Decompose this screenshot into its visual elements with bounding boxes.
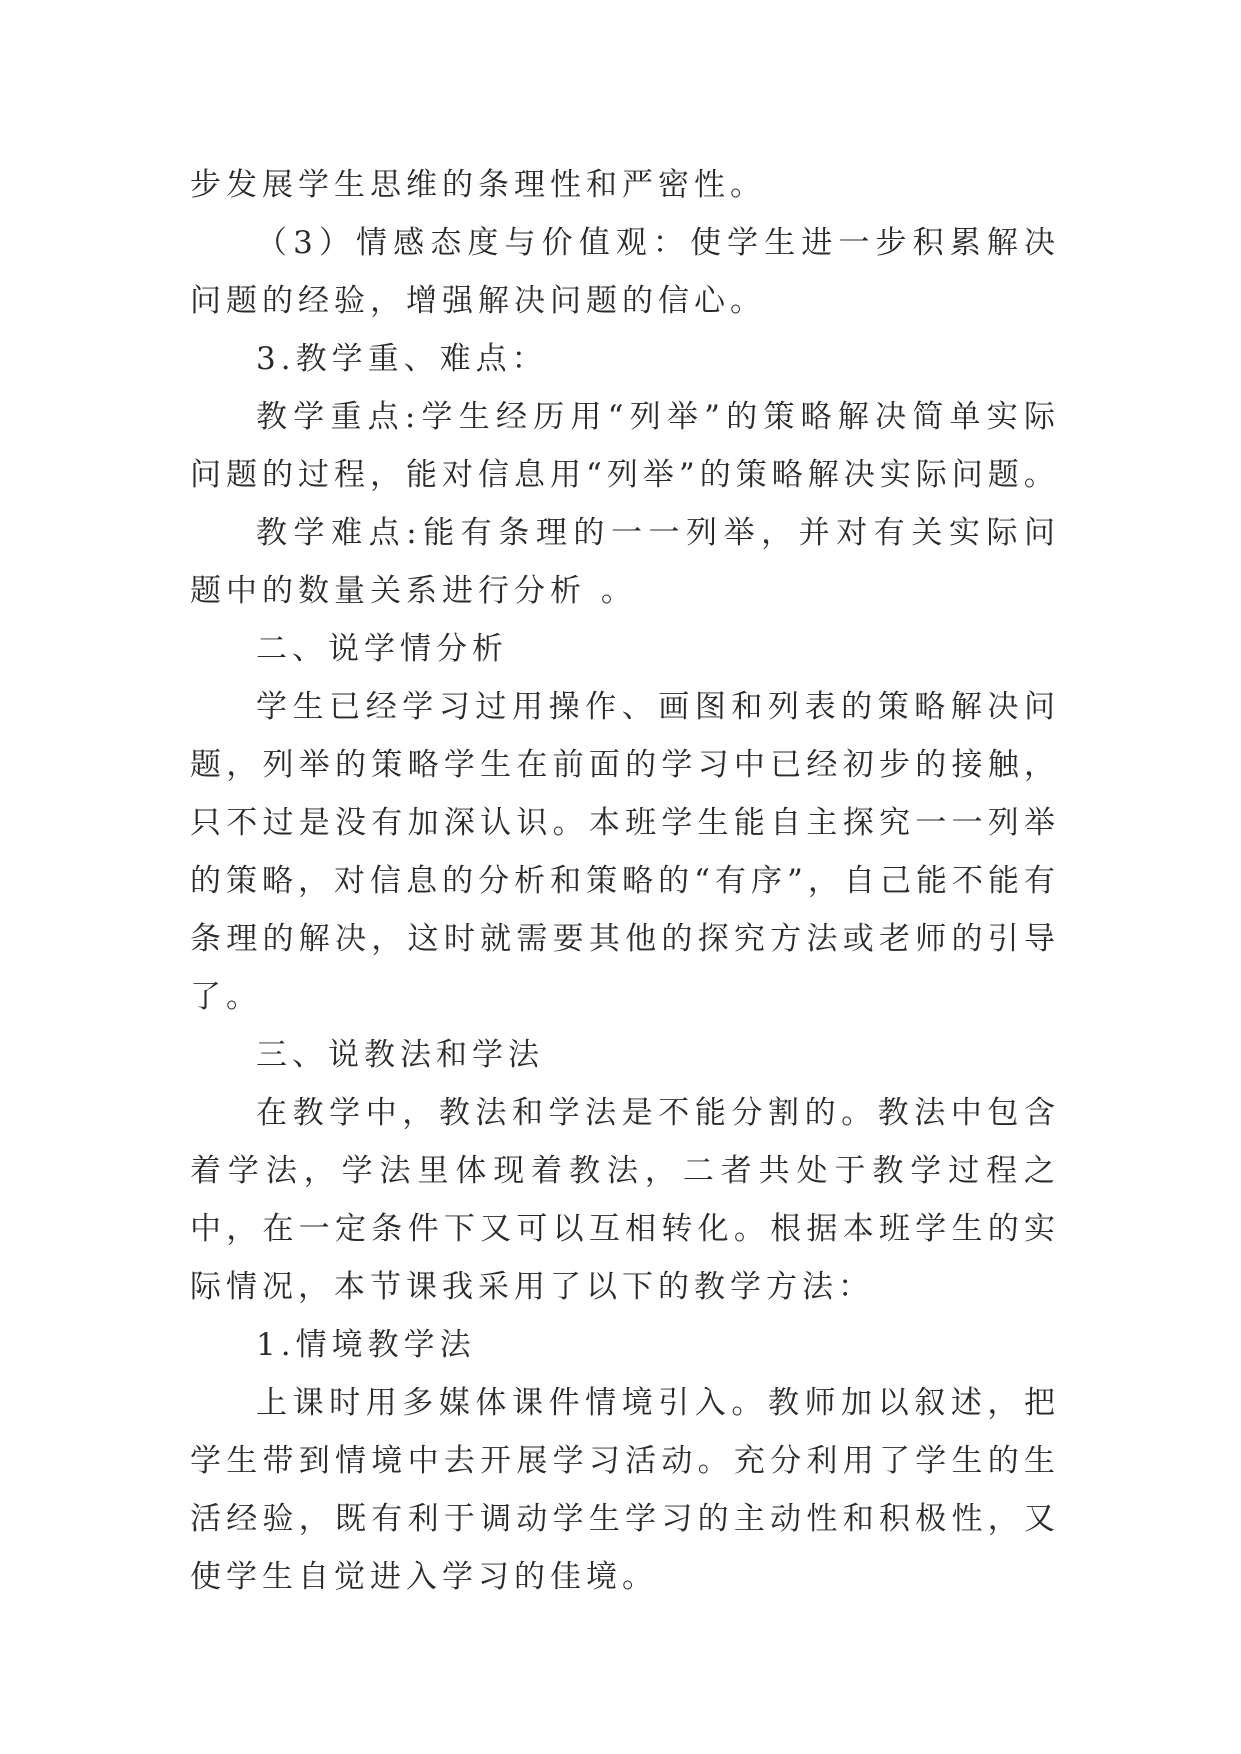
paragraph-difficulty: 教学难点:能有条理的一一列举，并对有关实际问题中的数量关系进行分析 。 — [190, 515, 1060, 609]
paragraph-situational-teaching: 上课时用多媒体课件情境引入。教师加以叙述，把学生带到情境中去开展学习活动。充分利用了学生的生活经验，既有利于调动学生学习的主动性和积极性，又使学生自觉进入学习的佳境。 — [190, 1385, 1060, 1595]
subheading-situational-teaching: 1.情境教学法 — [256, 1327, 476, 1363]
section-heading-key-points: 3.教学重、难点： — [256, 341, 548, 377]
paragraph-1: 步发展学生思维的条理性和严密性。 — [190, 167, 766, 203]
section-heading-learner-analysis: 二、说学情分析 — [256, 631, 508, 667]
document-body — [190, 156, 1060, 1606]
paragraph-2: （3）情感态度与价值观：使学生进一步积累解决问题的经验，增强解决问题的信心。 — [190, 225, 1060, 319]
paragraph-learner-analysis: 学生已经学习过用操作、画图和列表的策略解决问题，列举的策略学生在前面的学习中已经初步的接触，只不过是没有加深认识。本班学生能自主探究一一列举的策略，对信息的分析和策略的“有序”，自己能不能有条理的解决，这时就需要其他的探究方法或老师的引导了。 — [190, 689, 1060, 1015]
section-heading-methods: 三、说教法和学法 — [256, 1037, 544, 1073]
paragraph-methods: 在教学中，教法和学法是不能分割的。教法中包含着学法，学法里体现着教法，二者共处于教学过程之中，在一定条件下又可以互相转化。根据本班学生的实际情况，本节课我采用了以下的教学方法： — [190, 1095, 1060, 1305]
paragraph-key-point: 教学重点:学生经历用“列举”的策略解决简单实际问题的过程，能对信息用“列举”的策略解决实际问题。 — [190, 399, 1060, 493]
